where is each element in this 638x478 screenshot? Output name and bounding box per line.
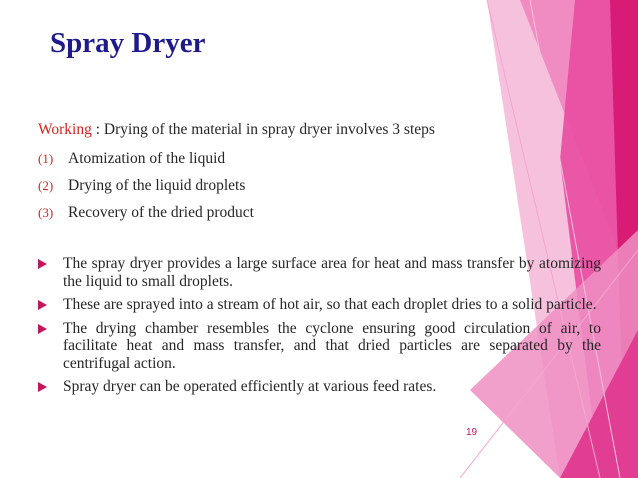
step-text: Recovery of the dried product [68, 204, 254, 221]
bullet-text: Spray dryer can be operated efficiently at various feed rates. [63, 378, 437, 395]
bullet-text: The drying chamber resembles the cyclone ensuring good circulation of air, to facilitate heat and mass transfer, and that dried particles are separated by the centrifugal action. [63, 319, 601, 372]
bullet-item [38, 255, 601, 290]
bullet-item [38, 296, 601, 314]
working-text: : Drying of the material in spray dryer involves 3 steps [91, 121, 435, 138]
page-number: 19 [466, 427, 478, 438]
step-number: (2) [38, 178, 54, 193]
step-item [38, 177, 245, 195]
bullet-text: The spray dryer provides a large surface area for heat and mass transfer by atomizing the liquid to small droplets. [63, 255, 601, 290]
step-item [38, 150, 225, 168]
step-number: (1) [38, 151, 54, 166]
step-text: Atomization of the liquid [68, 150, 226, 167]
working-label: Working [38, 121, 92, 138]
bullet-list [38, 255, 601, 402]
bullet-item [38, 320, 601, 373]
step-text: Drying of the liquid droplets [68, 177, 246, 194]
working-line [38, 121, 435, 139]
step-number: (3) [38, 205, 54, 220]
step-item [38, 204, 254, 222]
triangle-arrow-icon [38, 382, 47, 392]
bullet-text: These are sprayed into a stream of hot air, so that each droplet dries to a solid particle. [63, 296, 597, 313]
bullet-item [38, 378, 601, 396]
slide-title: Spray Dryer [50, 27, 206, 59]
triangle-arrow-icon [38, 324, 47, 334]
triangle-arrow-icon [38, 300, 47, 310]
triangle-arrow-icon [38, 259, 47, 269]
